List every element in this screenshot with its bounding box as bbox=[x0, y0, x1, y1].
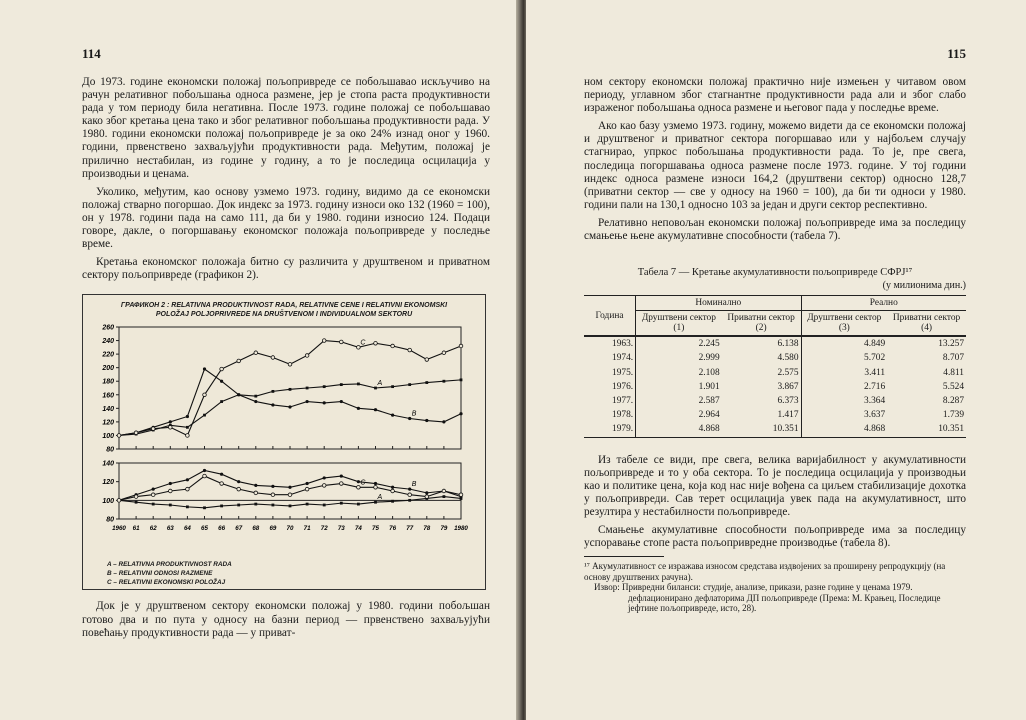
paragraph: ном сектору економски положај практично није измењен у читавом овом периоду, углавном због стагнантне продуктивности рада али и због слабо израженог побољшања односа размене и његовог пада у последње време. bbox=[584, 76, 966, 115]
x-tick-label: 1960 bbox=[112, 525, 126, 533]
data-point-a bbox=[186, 426, 189, 429]
paragraph: Релативно неповољан економски положај пољопривреде има за последицу смањење њене акумулативне способности (табела 7). bbox=[584, 216, 966, 243]
x-tick-label: 65 bbox=[201, 525, 208, 533]
data-point-b bbox=[374, 482, 377, 485]
table-row bbox=[584, 394, 966, 408]
table-cell: 13.257 bbox=[938, 339, 964, 350]
data-point-c bbox=[322, 339, 326, 343]
table-cell: 2.575 bbox=[722, 366, 801, 380]
x-tick-label: 70 bbox=[286, 525, 294, 533]
x-tick-label: 62 bbox=[149, 525, 157, 533]
data-point-a bbox=[460, 379, 463, 382]
data-point-a bbox=[289, 505, 292, 508]
series-label: A bbox=[377, 380, 383, 388]
y-tick-label: 140 bbox=[102, 460, 114, 468]
data-point-c bbox=[340, 341, 344, 345]
x-tick-label: 78 bbox=[423, 525, 431, 533]
x-tick-label: 69 bbox=[269, 525, 277, 533]
paragraph: Док је у друштвеном сектору економски положај у 1980. години побољшан готово два и по пута у односу на базни период — првенствено захваљујући повећању продуктивности рада — у приват- bbox=[82, 600, 490, 639]
data-point-b bbox=[152, 488, 155, 491]
table-cell: 1.901 bbox=[698, 381, 720, 392]
group-header-real: Реално bbox=[801, 296, 966, 311]
data-point-c bbox=[203, 475, 207, 479]
data-point-c bbox=[442, 351, 446, 355]
data-point-b bbox=[288, 406, 291, 409]
table-cell: 5.524 bbox=[942, 381, 964, 392]
table-cell-year: 1977. bbox=[584, 394, 636, 408]
legend-entry-c: C – RELATIVNI EKONOMSKI POLOŽAJ bbox=[107, 579, 226, 587]
table-caption: Табела 7 — Кретање акумулативности пољопривреде СФРЈ¹⁷ bbox=[637, 267, 913, 279]
data-point-b bbox=[340, 475, 343, 478]
data-point-a bbox=[169, 504, 172, 507]
data-point-b bbox=[425, 492, 428, 495]
data-point-c bbox=[391, 345, 395, 349]
table-cell: 1.417 bbox=[722, 408, 801, 422]
x-tick-label: 74 bbox=[354, 525, 362, 533]
series-label: A bbox=[377, 494, 383, 502]
data-point-b bbox=[271, 404, 274, 407]
x-tick-label: 71 bbox=[303, 525, 311, 533]
data-point-a bbox=[323, 386, 326, 389]
data-point-b bbox=[459, 413, 462, 416]
table-cell: 2.999 bbox=[698, 353, 720, 364]
y-tick-label: 240 bbox=[102, 338, 114, 346]
data-point-a bbox=[408, 499, 411, 502]
x-tick-label: 64 bbox=[183, 525, 191, 533]
data-point-a bbox=[340, 384, 343, 387]
data-point-b bbox=[169, 421, 172, 424]
data-point-c bbox=[288, 493, 292, 497]
page-number-left: 114 bbox=[82, 46, 101, 61]
data-point-c bbox=[117, 499, 121, 503]
table-cell-year: 1978. bbox=[584, 408, 636, 422]
x-tick-label: 61 bbox=[132, 525, 140, 533]
col-header: Друштвени сектор (1) bbox=[641, 313, 716, 334]
data-point-c bbox=[237, 359, 241, 363]
series-label: B bbox=[411, 481, 417, 489]
table-cell: 8.287 bbox=[942, 395, 964, 406]
x-tick-label: 67 bbox=[235, 525, 243, 533]
table-cell: 8.707 bbox=[942, 353, 964, 364]
data-point-a bbox=[340, 502, 343, 505]
y-tick-label: 140 bbox=[102, 406, 114, 414]
footnote-rule bbox=[584, 556, 664, 557]
data-point-b bbox=[442, 421, 445, 424]
paragraph: До 1973. године економски положај пољопривреде се побољшавао искључиво на рачун релативног побољшања односа размене, јер је стопа раста продуктивности рада у том периоду била негативна. После 1973. године положај се побољшавао како због кретања цена тако и због релативног побољшања продуктивности рада. У 1980. години економски положај пољопривреде је за око 24% изнад оног у 1960. години, првенствено захваљујући продуктивности рада. Међутим, положај је прилично нестабилан, из године у годину, а то је последица осцилација у производњи и ценама. bbox=[82, 76, 490, 180]
footnote: ¹⁷ Акумулативност се изражава износом средстава издвојених за проширену репродукцију (на основу друштвених рачуна). bbox=[584, 561, 946, 582]
data-point-a bbox=[152, 503, 155, 506]
y-tick-label: 220 bbox=[102, 352, 114, 360]
data-point-a bbox=[186, 506, 189, 509]
data-point-b bbox=[374, 408, 377, 411]
data-point-b bbox=[203, 368, 206, 371]
table-row bbox=[584, 366, 966, 380]
data-point-c bbox=[442, 490, 446, 494]
data-point-c bbox=[408, 349, 412, 353]
y-tick-label: 100 bbox=[102, 433, 114, 441]
paragraph: Ако као базу узмемо 1973. годину, можемо видети да се економски положај и друштвеног и приватног сектора погоршавао или у најбољем случају стагнирао, упркос побољшања продуктивности рада. То је, пре свега, последица погоршавања односа размене после 1973. године. У тој години индекс односа размене износи 164,2 (друштвени сектор) односно 128,7 (приватни сектор — све у односу на 1960 = 100), да би ти односи у 1980. години пали на 130,1 односно 103 за један и други сектор респективно. bbox=[584, 120, 966, 211]
data-point-c bbox=[254, 491, 258, 495]
page-number-right: 115 bbox=[947, 46, 966, 61]
x-tick-label: 63 bbox=[166, 525, 174, 533]
table-cell: 4.811 bbox=[943, 367, 964, 378]
data-point-b bbox=[288, 486, 291, 489]
x-tick-label: 76 bbox=[389, 525, 397, 533]
data-point-c bbox=[186, 434, 190, 438]
data-point-b bbox=[323, 402, 326, 405]
data-point-a bbox=[220, 505, 223, 508]
data-point-c bbox=[322, 484, 326, 488]
data-point-b bbox=[357, 407, 360, 410]
data-point-b bbox=[186, 415, 189, 418]
source-note: Извор: Привредни биланси: студије, анализе, прикази, разне године у ценама 1979. дефлационирано дефлаторима ДП пољопривреде (Према: М. Крањец, Последице јефтине пољопривреде, исто, 28). bbox=[594, 582, 941, 614]
line-chart bbox=[89, 323, 481, 555]
table-cell: 2.245 bbox=[698, 339, 720, 350]
data-point-a bbox=[374, 387, 377, 390]
x-tick-label: 73 bbox=[337, 525, 345, 533]
table-cell-year: 1976. bbox=[584, 380, 636, 394]
data-point-c bbox=[305, 354, 309, 358]
y-tick-label: 180 bbox=[102, 379, 114, 387]
paragraph: Кретања економског положаја битно су различита у друштвеном и приватном сектору пољопривреде (графикон 2). bbox=[82, 256, 490, 282]
table-cell: 4.868 bbox=[698, 424, 720, 435]
table-cell: 2.108 bbox=[698, 367, 720, 378]
table-body bbox=[584, 336, 966, 437]
y-tick-label: 160 bbox=[102, 392, 114, 400]
data-point-a bbox=[272, 390, 275, 393]
table-cell: 2.587 bbox=[698, 395, 720, 406]
table-cell: 4.849 bbox=[864, 339, 886, 350]
table-row bbox=[584, 351, 966, 365]
data-point-a bbox=[391, 500, 394, 503]
series-label: C bbox=[360, 339, 366, 347]
data-point-c bbox=[169, 490, 173, 494]
data-point-b bbox=[237, 480, 240, 483]
table-row bbox=[584, 422, 966, 437]
data-point-c bbox=[203, 393, 207, 397]
y-tick-label: 200 bbox=[102, 365, 114, 373]
data-point-a bbox=[220, 401, 223, 404]
table-cell: 3.411 bbox=[864, 367, 886, 378]
data-point-b bbox=[323, 477, 326, 480]
data-point-c bbox=[254, 351, 258, 355]
data-point-c bbox=[391, 490, 395, 494]
figure-title bbox=[89, 301, 479, 319]
x-tick-label: 68 bbox=[252, 525, 260, 533]
data-point-a bbox=[323, 504, 326, 507]
table-cell: 3.637 bbox=[864, 410, 886, 421]
data-point-a bbox=[306, 503, 309, 506]
data-point-a bbox=[443, 380, 446, 383]
data-point-c bbox=[340, 482, 344, 486]
data-point-a bbox=[289, 388, 292, 391]
data-point-a bbox=[272, 504, 275, 507]
x-tick-label: 77 bbox=[406, 525, 414, 533]
paragraph: Смањење акумулативне способности пољопривреде има за последицу успоравање стопе раста пољопривредне производње (табела 8). bbox=[584, 524, 966, 550]
x-tick-label: 72 bbox=[320, 525, 328, 533]
data-point-c bbox=[408, 493, 412, 497]
y-tick-label: 120 bbox=[102, 479, 114, 487]
data-point-c bbox=[459, 345, 463, 349]
col-header: Приватни сектор (2) bbox=[722, 311, 801, 337]
x-tick-label: 1980 bbox=[454, 525, 468, 533]
data-point-a bbox=[408, 384, 411, 387]
data-point-c bbox=[220, 482, 224, 486]
legend-entry-b: B – RELATIVNI ODNOSI RAZMENE bbox=[107, 570, 213, 578]
paragraph: Уколико, међутим, као основу узмемо 1973. годину, видимо да се економски положај стварно погоршао. Док индекс за 1973. годину износи око 132 (1960 = 100), он у 1978. години пада на само 111, да би у 1980. години износио 124. Подаци говоре, дакле, о погоршавању економског положаја пољопривреде у последње време. bbox=[82, 185, 490, 251]
data-point-b bbox=[425, 419, 428, 422]
data-point-b bbox=[220, 473, 223, 476]
data-point-b bbox=[391, 486, 394, 489]
y-tick-label: 260 bbox=[102, 324, 114, 332]
accumulation-table bbox=[584, 295, 966, 437]
table-cell-year: 1975. bbox=[584, 366, 636, 380]
data-point-c bbox=[425, 358, 429, 362]
data-point-c bbox=[459, 493, 463, 497]
paragraph: Из табеле се види, пре свега, велика варијабилност у акумулативности пољопривреде и то у оба сектора. То је последица осцилација у производњи као и политике цена, која код нас није вођена са циљем стабилизације дохотка у пољопривреди. Сав терет осцилација увек пада на акумулативност, што резултира у нестабилности пољопривреде. bbox=[584, 453, 966, 518]
group-header-nominal: Номинално bbox=[636, 296, 801, 311]
table-cell: 2.716 bbox=[864, 381, 886, 392]
series-label: B bbox=[411, 410, 417, 418]
table-cell: 2.964 bbox=[698, 410, 720, 421]
year-header: Година bbox=[584, 296, 636, 337]
table-unit: (у милионима дин.) bbox=[882, 280, 966, 292]
data-point-a bbox=[237, 504, 240, 507]
data-point-b bbox=[254, 400, 257, 403]
data-point-a bbox=[203, 414, 206, 417]
y-tick-label: 80 bbox=[106, 516, 114, 524]
x-tick-label: 79 bbox=[440, 525, 448, 533]
data-point-a bbox=[374, 501, 377, 504]
data-point-a bbox=[203, 507, 206, 510]
data-point-c bbox=[151, 427, 155, 431]
data-point-b bbox=[306, 400, 309, 403]
figure-chart-2 bbox=[82, 294, 486, 590]
figure-title-line: POLOŽAJ POLJOPRIVREDE NA DRUŠTVENOM I INDIVIDUALNOM SEKTORU bbox=[155, 311, 413, 319]
table-cell: 6.138 bbox=[722, 336, 801, 351]
right-page bbox=[526, 0, 1026, 720]
data-point-b bbox=[340, 400, 343, 403]
data-point-c bbox=[271, 356, 275, 360]
table-row bbox=[584, 408, 966, 422]
table-cell: 3.364 bbox=[864, 395, 886, 406]
table-cell-year: 1979. bbox=[584, 422, 636, 437]
data-point-c bbox=[151, 493, 155, 497]
table-cell: 10.351 bbox=[722, 422, 801, 437]
table-cell: 5.702 bbox=[864, 353, 886, 364]
data-point-a bbox=[443, 496, 446, 499]
data-point-a bbox=[306, 387, 309, 390]
data-point-c bbox=[134, 431, 138, 435]
data-point-b bbox=[271, 485, 274, 488]
y-tick-label: 80 bbox=[106, 446, 114, 454]
data-point-a bbox=[254, 395, 257, 398]
table-cell: 3.867 bbox=[722, 380, 801, 394]
table-cell: 10.351 bbox=[938, 424, 964, 435]
data-point-c bbox=[117, 434, 121, 438]
data-point-b bbox=[203, 469, 206, 472]
x-tick-label: 66 bbox=[218, 525, 226, 533]
data-point-a bbox=[254, 503, 257, 506]
data-point-c bbox=[271, 493, 275, 497]
data-point-b bbox=[391, 414, 394, 417]
y-tick-label: 120 bbox=[102, 419, 114, 427]
data-point-c bbox=[237, 488, 241, 492]
figure-title-line: ГРАФИКОН 2 : RELATIVNA PRODUKTIVNOST RADA, RELATIVNE CENE I RELATIVNI EKONOMSKI bbox=[120, 302, 448, 310]
data-point-c bbox=[169, 426, 173, 430]
data-point-b bbox=[254, 484, 257, 487]
data-point-a bbox=[425, 382, 428, 385]
data-point-c bbox=[374, 486, 378, 490]
data-point-c bbox=[134, 495, 138, 499]
y-tick-label: 100 bbox=[102, 498, 114, 506]
x-tick-label: 75 bbox=[372, 525, 379, 533]
table-cell-year: 1963. bbox=[584, 336, 636, 351]
data-point-b bbox=[169, 482, 172, 485]
figure-legend bbox=[107, 560, 479, 587]
data-point-c bbox=[186, 488, 190, 492]
data-point-a bbox=[135, 501, 138, 504]
col-header: Друштвени сектор (3) bbox=[807, 313, 882, 334]
table-cell: 1.739 bbox=[942, 410, 964, 421]
col-header: Приватни сектор (4) bbox=[892, 313, 961, 334]
data-point-b bbox=[186, 479, 189, 482]
data-point-c bbox=[425, 495, 429, 499]
table-cell-year: 1974. bbox=[584, 351, 636, 365]
data-point-b bbox=[237, 394, 240, 397]
data-point-c bbox=[288, 363, 292, 367]
table-cell: 6.373 bbox=[722, 394, 801, 408]
series-label: C bbox=[360, 479, 366, 487]
data-point-c bbox=[220, 368, 224, 372]
data-point-c bbox=[374, 342, 378, 346]
table-cell: 4.580 bbox=[722, 351, 801, 365]
data-point-c bbox=[305, 488, 309, 492]
data-point-a bbox=[357, 503, 360, 506]
data-point-a bbox=[391, 386, 394, 389]
data-point-b bbox=[220, 380, 223, 383]
legend-entry-a: A – RELATIVNA PRODUKTIVNOST RADA bbox=[107, 561, 232, 569]
data-point-a bbox=[357, 383, 360, 386]
table-row bbox=[584, 336, 966, 351]
table-cell: 4.868 bbox=[864, 424, 886, 435]
data-point-b bbox=[306, 482, 309, 485]
table-row bbox=[584, 380, 966, 394]
